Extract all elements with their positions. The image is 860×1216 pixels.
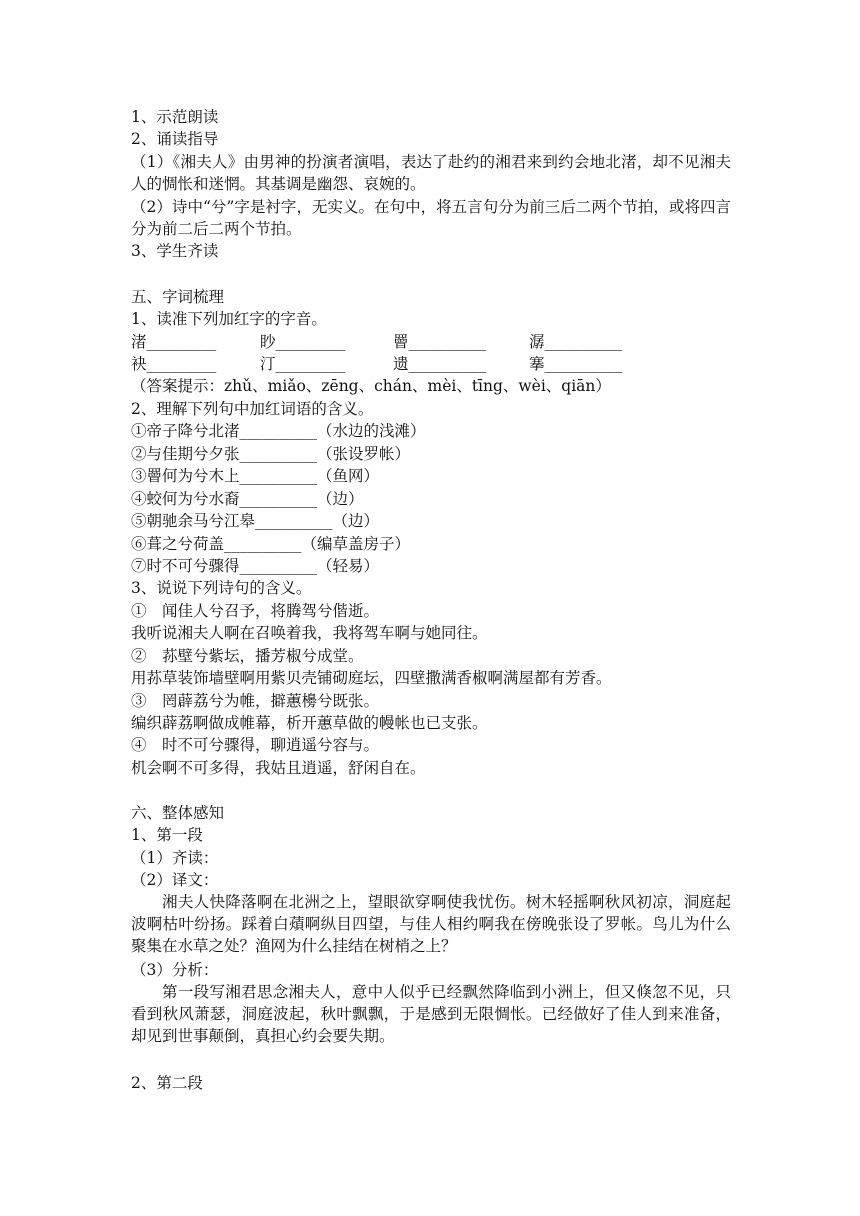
list-item: ④蛟何为兮水裔__________（边） [131,490,364,508]
translation-line: 编织薜荔啊做成帷幕，析开蕙草做的幔帐也已支张。 [131,714,488,732]
list-item: 1、示范朗读 [131,108,219,126]
list-item: ③罾何为兮木上__________（鱼网） [131,467,380,485]
blank-item: 搴__________ [529,355,623,373]
translation-line: 我听说湘夫人啊在召唤着我，我将驾车啊与她同往。 [131,624,488,642]
poem-line: ③ 罔薜荔兮为帷，擗蕙櫋兮既张。 [131,692,380,710]
blank-item: 渚_________ [131,333,217,351]
blank-item: 潺__________ [529,333,623,351]
blank-item: 袂_________ [131,355,217,373]
question: 2、理解下列句中加红词语的含义。 [131,400,374,418]
list-item: ①帝子降兮北渚__________（水边的浅滩） [131,422,426,440]
poem-line: ① 闻佳人兮召予，将腾驾兮偕逝。 [131,602,380,620]
question: 1、读准下列加红字的字音。 [131,310,327,328]
answer-hint: （答案提示：zhǔ、miǎo、zēng、chán、mèi、tīng、wèi、qiān） [131,377,611,395]
poem-line: ④ 时不可兮骤得，聊逍遥兮容与。 [131,736,380,754]
section-heading: 五、字词梳理 [131,288,225,306]
blank-item: 罾__________ [393,333,487,351]
blank-item: 遗__________ [393,355,487,373]
list-item: ②与佳期兮夕张__________（张设罗帐） [131,445,411,463]
analysis-paragraph: 第一段写湘君思念湘夫人，意中人似乎已经飘然降临到小洲上，但又倏忽不见，只看到秋风萧瑟，洞庭波起，秋叶飘飘，于是感到无限惆怅。已经做好了佳人到来准备，却见到世事颠倒，真担心约会要失期。 [131,983,731,1045]
paragraph: （1）《湘夫人》由男神的扮演者演唱，表达了赴约的湘君来到约会地北渚，却不见湘夫人的惆怅和迷惘。其基调是幽怨、哀婉的。 [131,153,731,193]
list-item: ⑦时不可兮骤得__________（轻易） [131,557,380,575]
translation-paragraph: 湘夫人快降落啊在北洲之上，望眼欲穿啊使我忧伤。树木轻摇啊秋风初凉，洞庭起波啊枯叶纷扬。踩着白薠啊纵目四望，与佳人相约啊我在傍晚张设了罗帐。鸟儿为什么聚集在水草之处？渔网为什么挂结在树梢之上？ [131,893,731,955]
subheading: 1、第一段 [131,826,203,844]
blank-item: 汀_________ [260,355,346,373]
translation-line: 机会啊不可多得，我姑且逍遥，舒闲自在。 [131,759,426,777]
list-item: ⑤朝驰余马兮江皋__________（边） [131,512,380,530]
list-item: 2、诵读指导 [131,130,219,148]
translation-line: 用荪草装饰墙壁啊用紫贝壳铺砌庭坛，四壁撒满香椒啊满屋都有芳香。 [131,669,612,687]
list-item: （3）分析： [131,961,219,979]
list-item: ⑥葺之兮荷盖__________（编草盖房子） [131,535,411,553]
section-heading: 六、整体感知 [131,804,225,822]
list-item: 3、学生齐读 [131,242,219,260]
subheading: 2、第二段 [131,1074,203,1092]
list-item: （2）译文： [131,871,219,889]
paragraph: （2）诗中“兮”字是衬字，无实义。在句中，将五言句分为前三后二两个节拍，或将四言分为前二后二两个节拍。 [131,198,731,238]
question: 3、说说下列诗句的含义。 [131,579,312,597]
poem-line: ② 荪壁兮紫坛，播芳椒兮成堂。 [131,647,364,665]
blank-item: 眇_________ [260,333,346,351]
list-item: （1）齐读： [131,849,219,867]
